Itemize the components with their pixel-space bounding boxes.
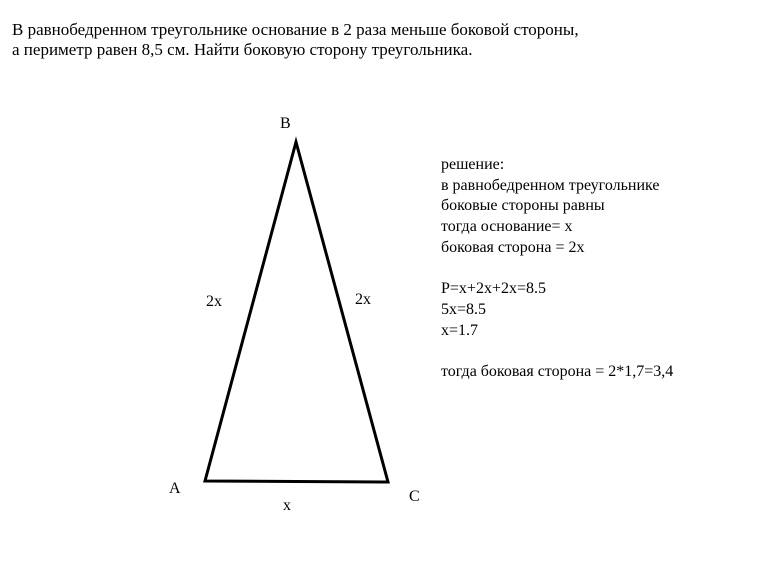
- solution-line: боковые стороны равны: [441, 197, 605, 215]
- solution-block: [441, 155, 673, 383]
- problem-line-1: В равнобедренном треугольнике основание в 2 раза меньше боковой стороны,: [12, 20, 579, 39]
- solution-line: боковая сторона = 2x: [441, 238, 585, 256]
- solution-line: x=1.7: [441, 321, 479, 339]
- side-ab-label: 2x: [206, 293, 222, 310]
- solution-line: в равнобедренном треугольнике: [441, 176, 660, 194]
- vertex-c-label: C: [409, 488, 420, 505]
- problem-line-2: а периметр равен 8,5 см. Найти боковую сторону треугольника.: [12, 40, 473, 59]
- vertex-a-label: A: [169, 480, 181, 497]
- solution-line: тогда основание= x: [441, 218, 573, 236]
- solution-line: 5x=8.5: [441, 300, 487, 318]
- solution-line: решение:: [441, 156, 505, 173]
- triangle-abc: [205, 142, 388, 482]
- side-bc-label: 2x: [355, 291, 371, 308]
- solution-line: P=x+2x+2x=8.5: [441, 280, 546, 298]
- spacer: [441, 341, 673, 362]
- solution-answer-line: тогда боковая сторона = 2*1,7=3,4: [441, 363, 674, 380]
- vertex-b-label: B: [280, 115, 291, 132]
- side-ac-label: x: [283, 497, 291, 514]
- spacer: [441, 259, 673, 280]
